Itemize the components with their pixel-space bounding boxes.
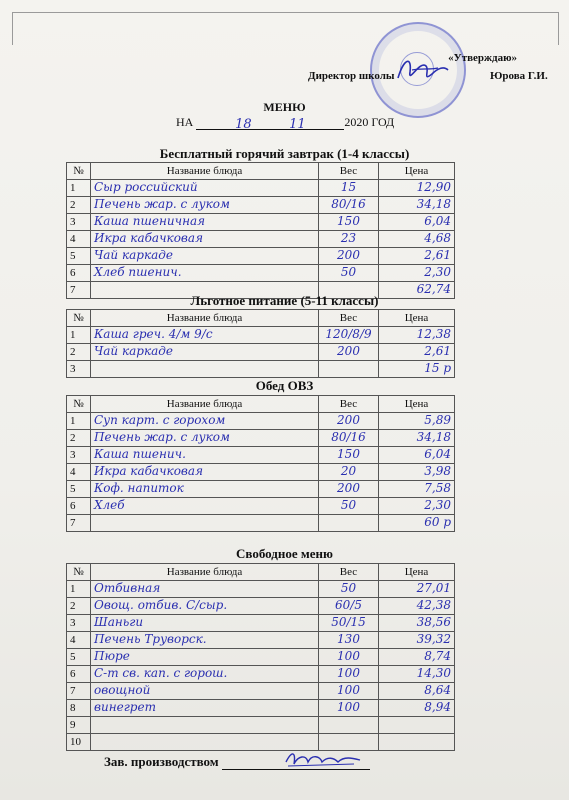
dish-weight-cell bbox=[319, 265, 379, 282]
dish-weight: 50 bbox=[340, 498, 357, 512]
dish-weight-cell bbox=[319, 515, 379, 532]
dish-weight: 150 bbox=[337, 214, 360, 228]
dish-name-cell bbox=[91, 248, 319, 265]
dish-weight-cell bbox=[319, 581, 379, 598]
row-number: 4 bbox=[67, 231, 91, 248]
dish-price: 2,30 bbox=[424, 265, 451, 279]
row-number: 8 bbox=[67, 700, 91, 717]
approval-label: «Утверждаю» bbox=[448, 52, 517, 64]
table-row bbox=[67, 683, 455, 700]
header-price: Цена bbox=[379, 163, 455, 180]
dish-price-cell bbox=[379, 248, 455, 265]
table-row bbox=[67, 717, 455, 734]
row-number: 6 bbox=[67, 265, 91, 282]
dish-price: 38,56 bbox=[416, 615, 451, 629]
table-row bbox=[67, 344, 455, 361]
dish-name: Каша пшеничная bbox=[94, 214, 206, 228]
dish-weight-cell bbox=[319, 430, 379, 447]
dish-price-cell bbox=[379, 231, 455, 248]
dish-name-cell bbox=[91, 649, 319, 666]
dish-price-cell bbox=[379, 180, 455, 197]
table-row bbox=[67, 632, 455, 649]
table-row bbox=[67, 498, 455, 515]
header-weight: Вес bbox=[319, 396, 379, 413]
dish-weight: 50 bbox=[340, 265, 357, 279]
dish-price-cell bbox=[379, 581, 455, 598]
dish-price-cell bbox=[379, 265, 455, 282]
row-number: 1 bbox=[67, 581, 91, 598]
dish-weight: 200 bbox=[337, 481, 360, 495]
dish-name-cell bbox=[91, 231, 319, 248]
dish-name: Чай каркаде bbox=[94, 344, 174, 358]
dish-weight: 20 bbox=[340, 464, 357, 478]
dish-weight: 200 bbox=[337, 413, 360, 427]
dish-name: Коф. напиток bbox=[94, 481, 184, 495]
dish-name: винегрет bbox=[94, 700, 156, 714]
menu-table bbox=[66, 309, 455, 378]
dish-price: 34,18 bbox=[416, 430, 451, 444]
table-row bbox=[67, 581, 455, 598]
dish-price-cell bbox=[379, 344, 455, 361]
dish-price: 14,30 bbox=[416, 666, 451, 680]
dish-price-cell bbox=[379, 734, 455, 751]
dish-name: Печень жар. с луком bbox=[94, 430, 230, 444]
row-number: 6 bbox=[67, 666, 91, 683]
dish-price: 8,74 bbox=[424, 649, 451, 663]
dish-weight-cell bbox=[319, 598, 379, 615]
table-row bbox=[67, 598, 455, 615]
header-price: Цена bbox=[379, 396, 455, 413]
dish-weight-cell bbox=[319, 464, 379, 481]
dish-price: 34,18 bbox=[416, 197, 451, 211]
dish-name-cell bbox=[91, 615, 319, 632]
header-weight: Вес bbox=[319, 310, 379, 327]
row-number: 7 bbox=[67, 282, 91, 299]
date-day: 18 bbox=[226, 117, 260, 130]
decorative-frame bbox=[12, 12, 559, 45]
dish-weight-cell bbox=[319, 666, 379, 683]
dish-weight-cell bbox=[319, 700, 379, 717]
page-title: МЕНЮ bbox=[263, 100, 306, 114]
dish-price: 8,94 bbox=[424, 700, 451, 714]
row-number: 2 bbox=[67, 430, 91, 447]
dish-name-cell bbox=[91, 581, 319, 598]
section-title: Свободное меню bbox=[236, 546, 333, 561]
dish-name-cell bbox=[91, 344, 319, 361]
table-row bbox=[67, 248, 455, 265]
dish-weight: 100 bbox=[337, 700, 360, 714]
row-number: 2 bbox=[67, 598, 91, 615]
table-row bbox=[67, 700, 455, 717]
header-weight: Вес bbox=[319, 564, 379, 581]
row-number: 1 bbox=[67, 327, 91, 344]
section-title: Льготное питание (5-11 классы) bbox=[190, 293, 379, 308]
director-name: Юрова Г.И. bbox=[489, 70, 548, 82]
table-row bbox=[67, 649, 455, 666]
dish-price-cell bbox=[379, 327, 455, 344]
dish-price: 2,30 bbox=[424, 498, 451, 512]
table-row bbox=[67, 734, 455, 751]
row-number: 5 bbox=[67, 649, 91, 666]
dish-name: Пюре bbox=[94, 649, 130, 663]
table-row bbox=[67, 615, 455, 632]
dish-name-cell bbox=[91, 214, 319, 231]
dish-name: овощной bbox=[94, 683, 151, 697]
dish-weight-cell bbox=[319, 683, 379, 700]
date-year: 2020 ГОД bbox=[344, 115, 395, 129]
dish-weight: 50/15 bbox=[331, 615, 366, 629]
table-row bbox=[67, 666, 455, 683]
dish-weight: 120/8/9 bbox=[325, 327, 372, 341]
dish-weight: 130 bbox=[337, 632, 360, 646]
table-header-row bbox=[67, 396, 455, 413]
director-label: Директор школы bbox=[308, 70, 395, 82]
menu-date bbox=[176, 115, 394, 130]
dish-name-cell bbox=[91, 717, 319, 734]
header-num: № bbox=[67, 163, 91, 180]
table-header-row bbox=[67, 310, 455, 327]
row-number: 4 bbox=[67, 632, 91, 649]
header-name: Название блюда bbox=[91, 310, 319, 327]
dish-name-cell bbox=[91, 481, 319, 498]
dish-price: 15 р bbox=[424, 361, 451, 375]
header-price: Цена bbox=[379, 310, 455, 327]
dish-name: Каша пшенич. bbox=[94, 447, 186, 461]
dish-price: 12,38 bbox=[416, 327, 451, 341]
dish-weight-cell bbox=[319, 361, 379, 378]
dish-name: С-т св. кап. с горош. bbox=[94, 666, 228, 680]
menu-table bbox=[66, 395, 455, 532]
dish-weight: 80/16 bbox=[331, 197, 366, 211]
dish-name-cell bbox=[91, 180, 319, 197]
dish-price-cell bbox=[379, 615, 455, 632]
chef-signature bbox=[282, 748, 364, 770]
dish-name-cell bbox=[91, 413, 319, 430]
dish-weight-cell bbox=[319, 498, 379, 515]
dish-weight-cell bbox=[319, 717, 379, 734]
dish-name: Отбивная bbox=[94, 581, 161, 595]
dish-weight-cell bbox=[319, 632, 379, 649]
table-row bbox=[67, 327, 455, 344]
dish-name: Шаньги bbox=[94, 615, 144, 629]
dish-name-cell bbox=[91, 666, 319, 683]
row-number: 1 bbox=[67, 180, 91, 197]
dish-price-cell bbox=[379, 361, 455, 378]
dish-price: 8,64 bbox=[424, 683, 451, 697]
header-num: № bbox=[67, 564, 91, 581]
dish-weight: 200 bbox=[337, 344, 360, 358]
dish-price-cell bbox=[379, 717, 455, 734]
row-number: 4 bbox=[67, 464, 91, 481]
dish-price: 60 р bbox=[424, 515, 451, 529]
dish-weight-cell bbox=[319, 615, 379, 632]
dish-price-cell bbox=[379, 700, 455, 717]
dish-name: Каша греч. 4/м 9/с bbox=[94, 327, 213, 341]
section-title: Обед ОВЗ bbox=[255, 378, 314, 393]
dish-price-cell bbox=[379, 413, 455, 430]
dish-name-cell bbox=[91, 447, 319, 464]
row-number: 5 bbox=[67, 248, 91, 265]
dish-name: Печень Труворск. bbox=[94, 632, 207, 646]
header-weight: Вес bbox=[319, 163, 379, 180]
dish-price-cell bbox=[379, 515, 455, 532]
menu-table bbox=[66, 162, 455, 299]
dish-price: 39,32 bbox=[416, 632, 451, 646]
table-row bbox=[67, 430, 455, 447]
header-name: Название блюда bbox=[91, 564, 319, 581]
row-number: 3 bbox=[67, 361, 91, 378]
header-price: Цена bbox=[379, 564, 455, 581]
footer-label: Зав. производством bbox=[104, 754, 219, 769]
date-prefix: НА bbox=[176, 115, 194, 129]
dish-name-cell bbox=[91, 700, 319, 717]
dish-price: 42,38 bbox=[416, 598, 451, 612]
table-row bbox=[67, 481, 455, 498]
row-number: 6 bbox=[67, 498, 91, 515]
menu-table bbox=[66, 563, 455, 751]
dish-price-cell bbox=[379, 498, 455, 515]
table-row bbox=[67, 464, 455, 481]
dish-price: 62,74 bbox=[416, 282, 451, 296]
dish-price: 4,68 bbox=[424, 231, 451, 245]
row-number: 10 bbox=[67, 734, 91, 751]
dish-price: 2,61 bbox=[424, 344, 451, 358]
header-num: № bbox=[67, 310, 91, 327]
dish-weight-cell bbox=[319, 248, 379, 265]
dish-price: 3,98 bbox=[424, 464, 451, 478]
dish-name: Суп карт. с горохом bbox=[94, 413, 226, 427]
dish-price-cell bbox=[379, 430, 455, 447]
dish-price-cell bbox=[379, 481, 455, 498]
row-number: 3 bbox=[67, 615, 91, 632]
dish-name-cell bbox=[91, 598, 319, 615]
table-row bbox=[67, 515, 455, 532]
dish-weight: 60/5 bbox=[335, 598, 362, 612]
dish-weight: 15 bbox=[340, 180, 357, 194]
dish-price: 7,58 bbox=[424, 481, 451, 495]
dish-weight-cell bbox=[319, 180, 379, 197]
dish-name: Хлеб bbox=[94, 498, 125, 512]
dish-name: Овощ. отбив. С/сыр. bbox=[94, 598, 228, 612]
row-number: 5 bbox=[67, 481, 91, 498]
table-header-row bbox=[67, 564, 455, 581]
dish-name-cell bbox=[91, 361, 319, 378]
dish-price: 12,90 bbox=[416, 180, 451, 194]
header-num: № bbox=[67, 396, 91, 413]
table-row bbox=[67, 361, 455, 378]
dish-name: Печень жар. с луком bbox=[94, 197, 230, 211]
dish-name-cell bbox=[91, 327, 319, 344]
dish-name-cell bbox=[91, 197, 319, 214]
dish-name-cell bbox=[91, 515, 319, 532]
dish-price: 6,04 bbox=[424, 447, 451, 461]
dish-name: Икра кабачковая bbox=[94, 231, 204, 245]
dish-price-cell bbox=[379, 598, 455, 615]
dish-price-cell bbox=[379, 447, 455, 464]
dish-price-cell bbox=[379, 464, 455, 481]
dish-weight-cell bbox=[319, 327, 379, 344]
dish-weight: 100 bbox=[337, 666, 360, 680]
dish-price: 6,04 bbox=[424, 214, 451, 228]
dish-weight-cell bbox=[319, 413, 379, 430]
dish-price-cell bbox=[379, 197, 455, 214]
dish-name-cell bbox=[91, 430, 319, 447]
table-row bbox=[67, 231, 455, 248]
row-number: 3 bbox=[67, 447, 91, 464]
dish-weight: 80/16 bbox=[331, 430, 366, 444]
dish-weight: 200 bbox=[337, 248, 360, 262]
row-number: 3 bbox=[67, 214, 91, 231]
dish-price-cell bbox=[379, 666, 455, 683]
dish-weight-cell bbox=[319, 231, 379, 248]
section-title: Бесплатный горячий завтрак (1-4 классы) bbox=[159, 146, 410, 161]
table-row bbox=[67, 413, 455, 430]
dish-name-cell bbox=[91, 464, 319, 481]
dish-weight-cell bbox=[319, 344, 379, 361]
table-row bbox=[67, 197, 455, 214]
header-name: Название блюда bbox=[91, 163, 319, 180]
dish-price: 5,89 bbox=[424, 413, 451, 427]
dish-name-cell bbox=[91, 683, 319, 700]
dish-name-cell bbox=[91, 265, 319, 282]
row-number: 2 bbox=[67, 344, 91, 361]
dish-name-cell bbox=[91, 632, 319, 649]
dish-weight-cell bbox=[319, 447, 379, 464]
dish-name: Сыр российский bbox=[94, 180, 198, 194]
director-line bbox=[308, 70, 548, 82]
dish-weight-cell bbox=[319, 481, 379, 498]
date-month: 11 bbox=[280, 117, 314, 130]
dish-price: 2,61 bbox=[424, 248, 451, 262]
table-row bbox=[67, 214, 455, 231]
row-number: 7 bbox=[67, 683, 91, 700]
dish-price-cell bbox=[379, 632, 455, 649]
dish-name-cell bbox=[91, 498, 319, 515]
dish-weight: 50 bbox=[340, 581, 357, 595]
table-row bbox=[67, 447, 455, 464]
row-number: 7 bbox=[67, 515, 91, 532]
dish-weight: 100 bbox=[337, 683, 360, 697]
dish-weight: 100 bbox=[337, 649, 360, 663]
table-header-row bbox=[67, 163, 455, 180]
dish-name: Чай каркаде bbox=[94, 248, 174, 262]
dish-weight-cell bbox=[319, 214, 379, 231]
dish-name: Хлеб пшенич. bbox=[94, 265, 182, 279]
dish-weight: 23 bbox=[340, 231, 357, 245]
row-number: 9 bbox=[67, 717, 91, 734]
dish-price-cell bbox=[379, 683, 455, 700]
header-name: Название блюда bbox=[91, 396, 319, 413]
dish-weight-cell bbox=[319, 197, 379, 214]
dish-weight-cell bbox=[319, 649, 379, 666]
dish-weight: 150 bbox=[337, 447, 360, 461]
dish-price: 27,01 bbox=[416, 581, 451, 595]
row-number: 1 bbox=[67, 413, 91, 430]
dish-name: Икра кабачковая bbox=[94, 464, 204, 478]
dish-price-cell bbox=[379, 214, 455, 231]
dish-price-cell bbox=[379, 649, 455, 666]
table-row bbox=[67, 180, 455, 197]
table-row bbox=[67, 265, 455, 282]
row-number: 2 bbox=[67, 197, 91, 214]
